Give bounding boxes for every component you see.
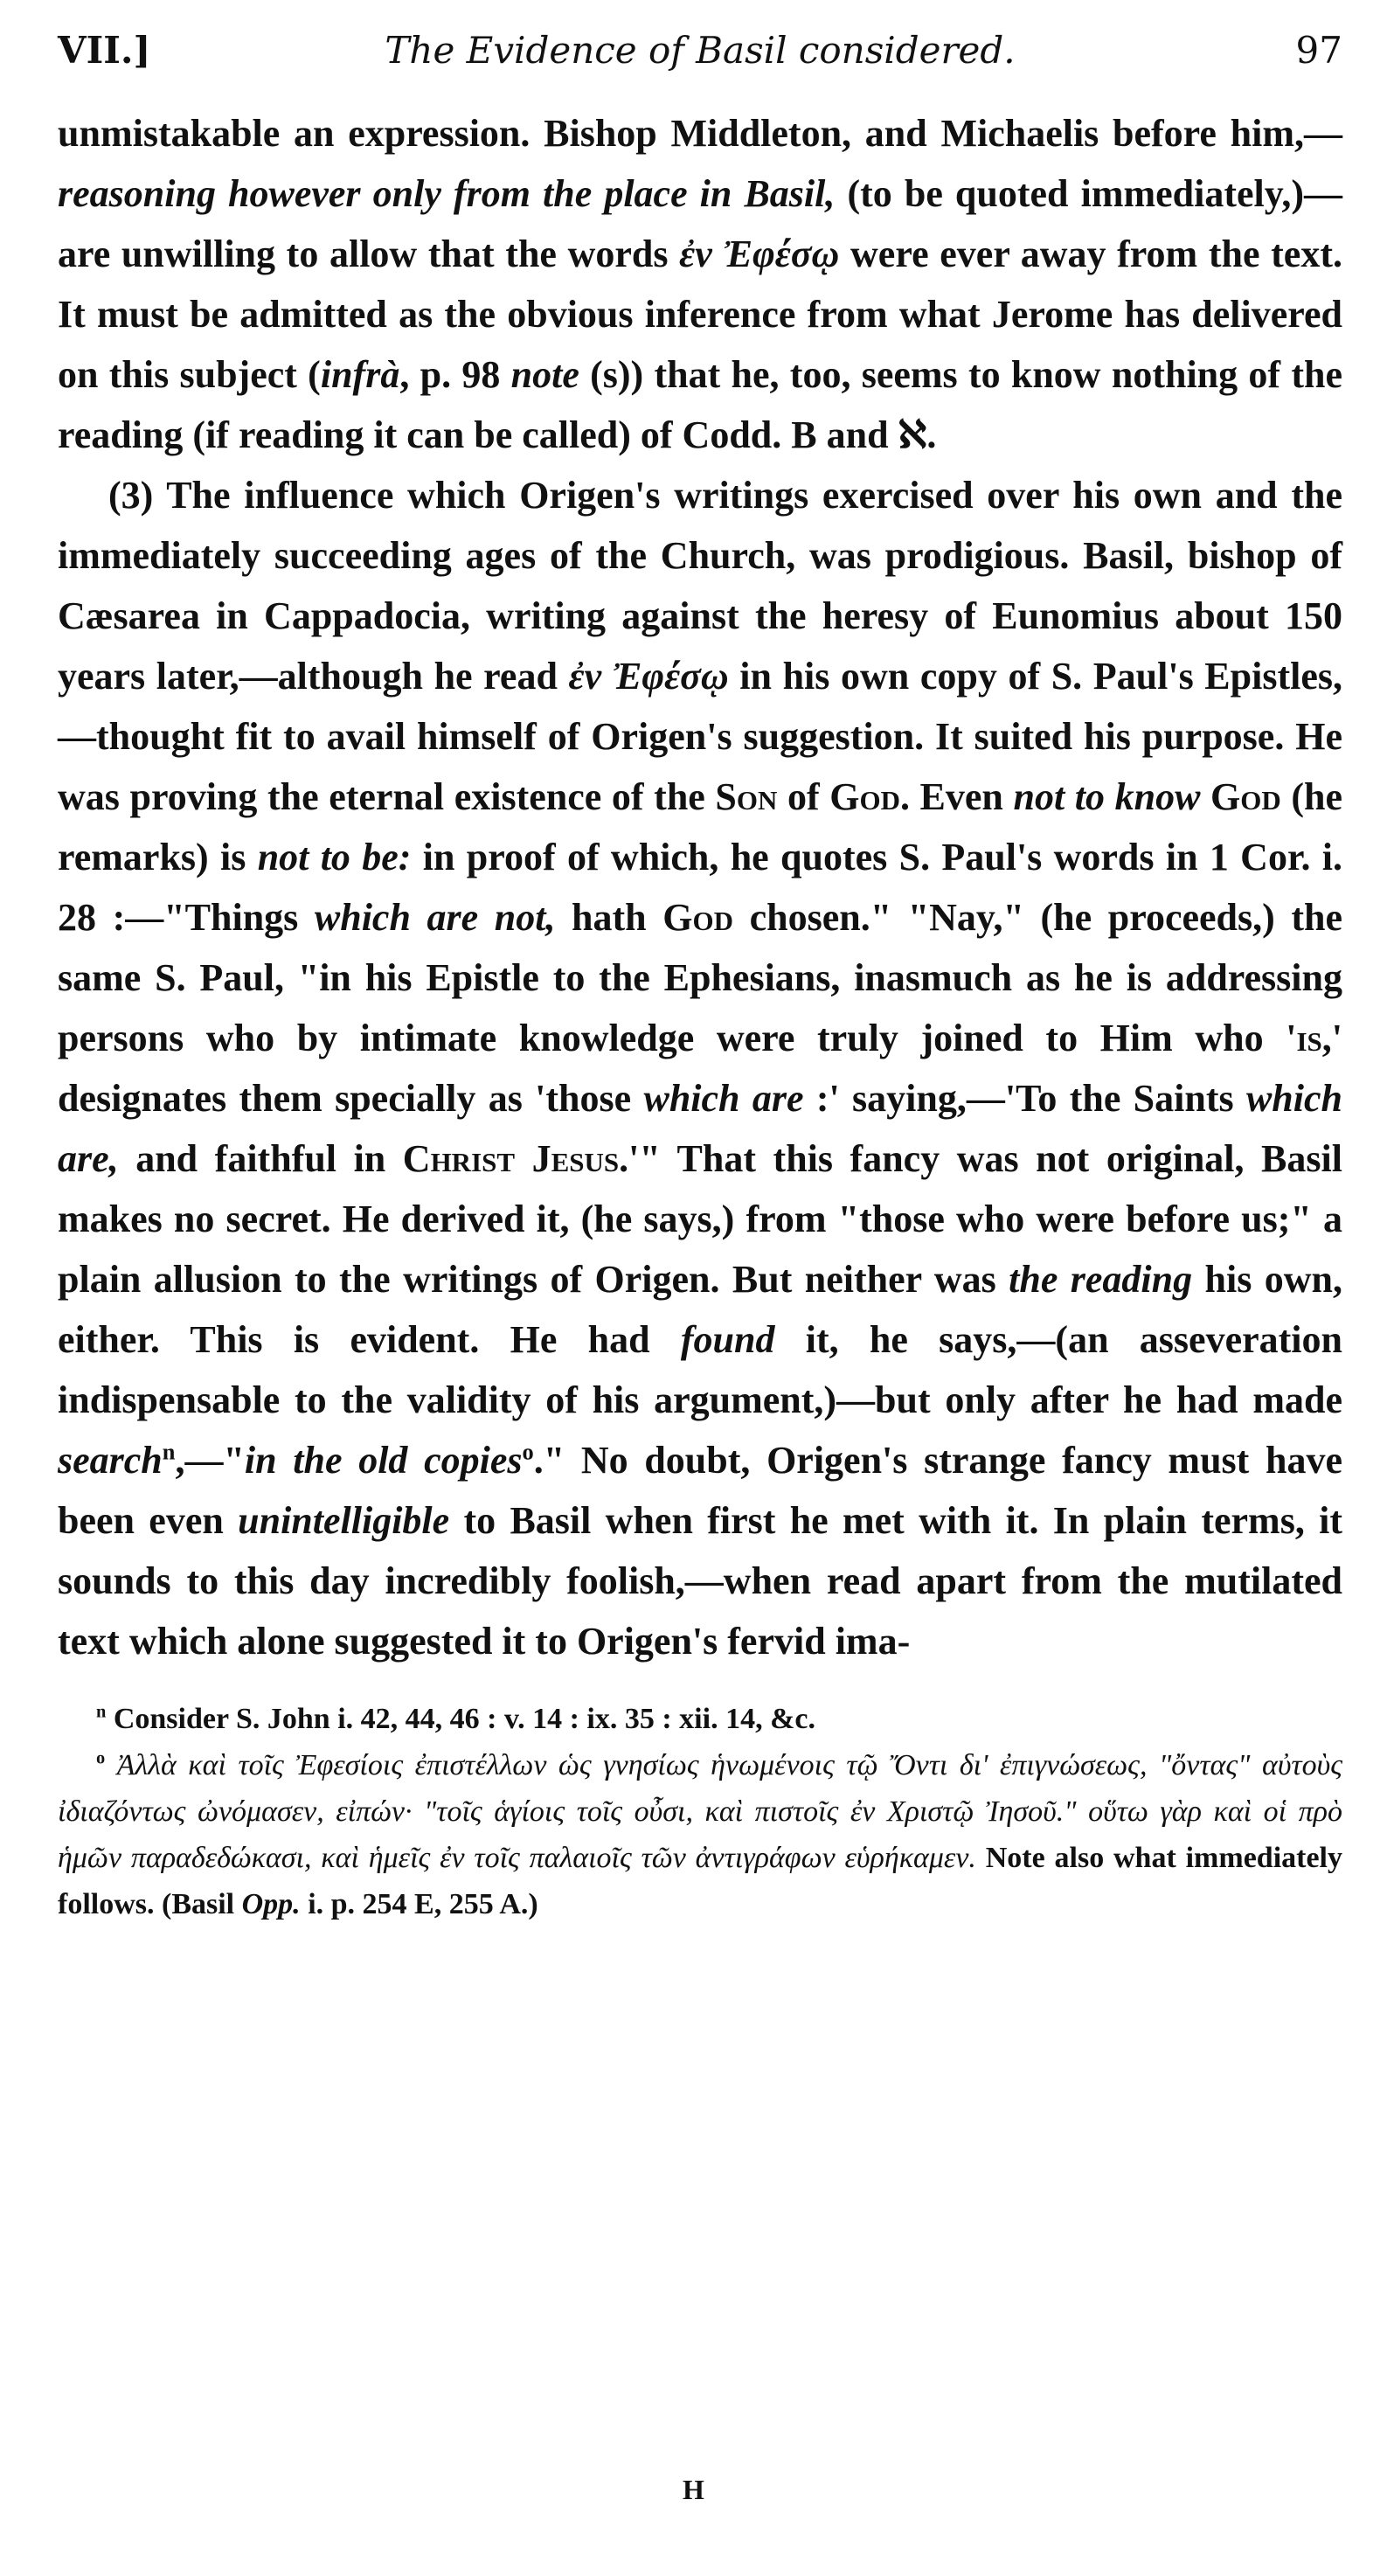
chapter-number: VII.] bbox=[58, 29, 151, 72]
page-number: 97 bbox=[1295, 29, 1342, 72]
running-title: The Evidence of Basil considered. bbox=[385, 29, 1016, 72]
running-header bbox=[58, 24, 1342, 77]
footnote-ref-o: o bbox=[522, 1438, 534, 1465]
footnote-o: $^o$ Ἀλλὰ καὶ τοῖς Ἐφεσίοις ἐπιστέλλων ὡς γνησίως ἡνωμένοις τῷ Ὄντι δι' ἐπιγνώσεως, "ὄντας" αὐτοὺς ἰδιαζόντως ὠνόμασεν, εἰπών· "τοῖς ἁγίοις τοῖς οὖσι, καὶ πιστοῖς ἐν Χριστῷ Ἰησοῦ." οὕτω γὰρ καὶ οἱ πρὸ ἡμῶν παραδεδώκασι, καὶ ἡμεῖς ἐν τοῖς παλαιοῖς τῶν ἀντιγράφων εὑρήκαμεν. Note also what immediately follows. (Basil Opp. i. p. 254 E, 255 A.) bbox=[58, 1748, 1342, 1920]
body-text bbox=[58, 103, 1342, 1671]
page bbox=[58, 24, 1342, 1927]
footnote-ref-n: n bbox=[162, 1438, 176, 1465]
paragraph-1: unmistakable an expression. Bishop Middleton, and Michaelis before him,—reasoning however only from the place in Basil, (to be quoted immediately,)—are unwilling to allow that the words ἐν Ἐφέσῳ were ever away from the text. It must be admitted as the obvious inference from what Jerome has delivered on this subject (infrà, p. 98 note (s)) that he, too, seems to know nothing of the reading (if reading it can be called) of Codd. B and ℵ. bbox=[58, 112, 1342, 456]
signature-mark: H bbox=[683, 2474, 704, 2505]
footnotes bbox=[58, 1696, 1342, 1927]
footnote-n: $^n$ Consider S. John i. 42, 44, 46 : v. 14 : ix. 35 : xii. 14, &c. bbox=[96, 1702, 815, 1735]
paragraph-2: (3) The influence which Origen's writings exercised over his own and the immediately succeeding ages of the Church, was prodigious. Basil, bishop of Cæsarea in Cappadocia, writing against the heresy of Eunomius about 150 years later,—although he read ἐν Ἐφέσῳ in his own copy of S. Paul's Epistles,—thought fit to avail himself of Origen's suggestion. It suited his purpose. He was proving the eternal existence of the Son of God. Even not to know God (he remarks) is not to be: in proof of which, he quotes S. Paul's words in 1 Cor. i. 28 :—"Things which are not, hath God chosen." "Nay," (he proceeds,) the same S. Paul, "in his Epistle to the Ephesians, inasmuch as he is addressing persons who by intimate knowledge were truly joined to Him who 'is,' designates them specially as 'those which are :' saying,—'To the Saints which are, and faithful in Christ Jesus.'" That this fancy was not original, Basil makes no secret. He derived it, (he says,) from "those who were before us;" a plain allusion to the writings of Origen. But neither was the reading his own, either. This is evident. He had found it, he says,—(an asseveration indispensable to the validity of his argument,)—but only after he had made search$^n$,—"in the old copies$^o$." No doubt, Origen's strange fancy must have been even unintelligible to Basil when first he met with it. In plain terms, it sounds to this day incredibly foolish,—when read apart from the mutilated text which alone suggested it to Origen's fervid ima- bbox=[58, 474, 1343, 1663]
